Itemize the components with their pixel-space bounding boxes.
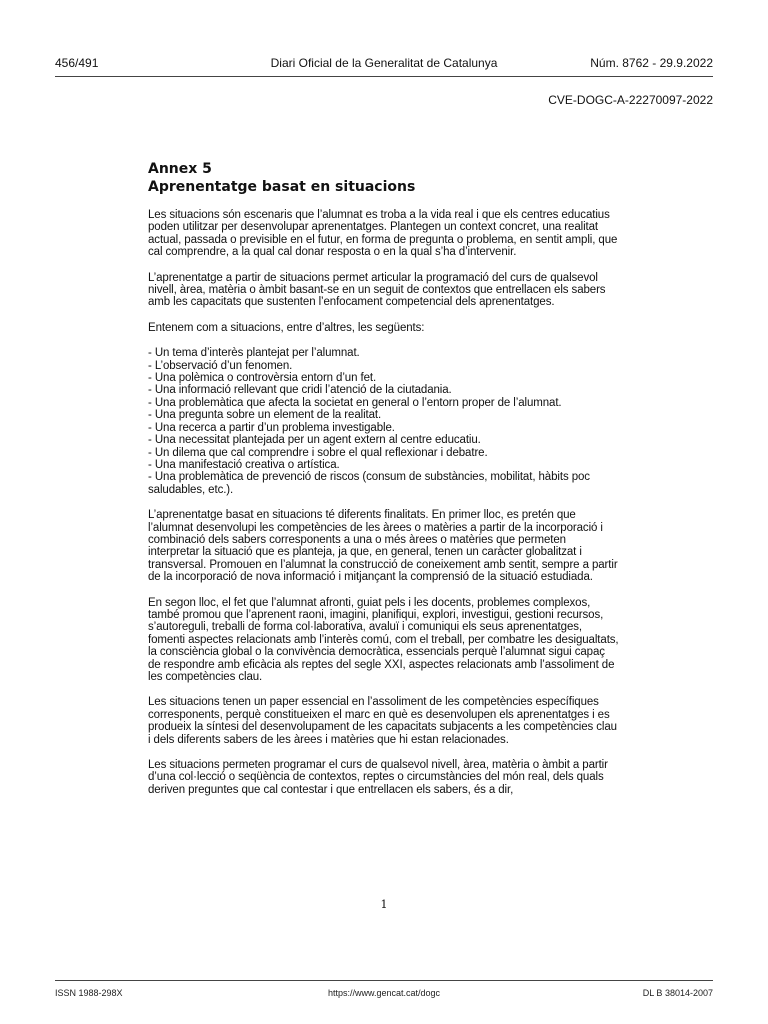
list-item: - Una informació rellevant que cridi l’atenció de la ciutadania. — [148, 384, 452, 397]
situations-list — [148, 347, 620, 496]
paragraph: Les situacions són escenaris que l’alumnat es troba a la vida real i que els centres educatius poden utilitzar per desenvolupar aprenentatges. Plantegen un context concret, una realitat actual, passada o previsible en el futur, en forma de pregunta o problema, en sentit ampli, que cal comprendre, a la qual cal donar resposta o en la qual s’ha d’intervenir. — [148, 209, 618, 259]
list-item: - Una problemàtica que afecta la societat en general o l’entorn proper de l’alumnat. — [148, 396, 562, 409]
issue-number-date: Núm. 8762 - 29.9.2022 — [590, 56, 713, 70]
annex-title: Aprenentatge basat en situacions — [148, 179, 416, 195]
paragraph: Entenem com a situacions, entre d’altres, les següents: — [148, 321, 425, 334]
list-item: - L’observació d’un fenomen. — [148, 359, 293, 372]
issn: ISSN 1988-298X — [55, 988, 123, 998]
publication-title: Diari Oficial de la Generalitat de Catalunya — [270, 56, 498, 70]
page-number: 1 — [380, 898, 388, 911]
paragraph: En segon lloc, el fet que l’alumnat afronti, guiat pels i les docents, problemes complexos, també promou que l’aprenent raoni, imagini, planifiqui, explori, investigui, gestioni recursos, s’autoreguli, treballi de forma col·laborativa, avaluï i comuniqui els seus aprenentatges, fomenti aspectes relacionats amb l’interès comú, com el treball, per combatre les desigualtats, la consciència global o la convivència democràtica, essencials perquè l’alumnat sigui capaç de respondre amb eficàcia als reptes del segle XXI, aspectes relacionats amb l’assoliment de les competències clau. — [148, 596, 619, 683]
page-footer — [55, 987, 713, 999]
document-body — [148, 209, 620, 809]
paragraph: L’aprenentatge a partir de situacions permet articular la programació del curs de qualsevol nivell, àrea, matèria o àmbit basant-se en un seguit de contextos que entrellacen els sabers amb les capacitats que sustenten l’enfocament competencial dels aprenentatges. — [148, 271, 606, 309]
website-url: https://www.gencat.cat/dogc — [327, 988, 441, 998]
page-header — [55, 55, 713, 71]
annex-number: Annex 5 — [148, 161, 212, 177]
list-item: - Una necessitat plantejada per un agent extern al centre educatiu. — [148, 434, 481, 447]
header-divider — [55, 76, 713, 77]
list-item: - Una manifestació creativa o artística. — [148, 458, 340, 471]
list-item: - Una polèmica o controvèrsia entorn d’un fet. — [148, 372, 377, 385]
annex-heading — [148, 160, 628, 196]
paragraph: Les situacions permeten programar el curs de qualsevol nivell, àrea, matèria o àmbit a partir d’una col·lecció o seqüència de contextos, reptes o circumstàncies del món real, dels quals deriven preguntes que cal contestar i que entrellacen els sabers, és a dir, — [148, 759, 608, 796]
list-item: - Una problemàtica de prevenció de riscos (consum de substàncies, mobilitat, hàbits poc saludables, etc.). — [148, 471, 590, 496]
list-item: - Un dilema que cal comprendre i sobre el qual reflexionar i debatre. — [148, 446, 488, 459]
cve-code: CVE-DOGC-A-22270097-2022 — [548, 93, 713, 107]
paragraph: Les situacions tenen un paper essencial en l’assoliment de les competències específiques corresponents, perquè constitueixen el marc en què es desenvolupen els aprenentatges i es produeix la síntesi del desenvolupament de les capacitats subjacents a les competències clau i dels diferents sabers de les àrees i matèries que hi estan relacionades. — [148, 696, 617, 746]
footer-divider — [55, 980, 713, 981]
list-item: - Un tema d’interès plantejat per l’alumnat. — [148, 347, 360, 360]
legal-deposit: DL B 38014-2007 — [642, 988, 713, 998]
paragraph: L’aprenentatge basat en situacions té diferents finalitats. En primer lloc, es pretén que l’alumnat desenvolupi les competències de les àrees o matèries a partir de la incorporació i combinació dels sabers corresponents a una o més àrees o matèries que permeten interpretar la situació que es planteja, ja que, en general, tenen un caràcter globalitzat i transversal. Promouen en l’alumnat la construcció de coneixement amb sentit, sempre a partir de la incorporació de nova informació i mitjançant la comprensió de la situació estudiada. — [148, 509, 618, 584]
page-counter: 456/491 — [55, 56, 99, 70]
list-item: - Una pregunta sobre un element de la realitat. — [148, 409, 382, 422]
list-item: - Una recerca a partir d’un problema investigable. — [148, 421, 395, 434]
